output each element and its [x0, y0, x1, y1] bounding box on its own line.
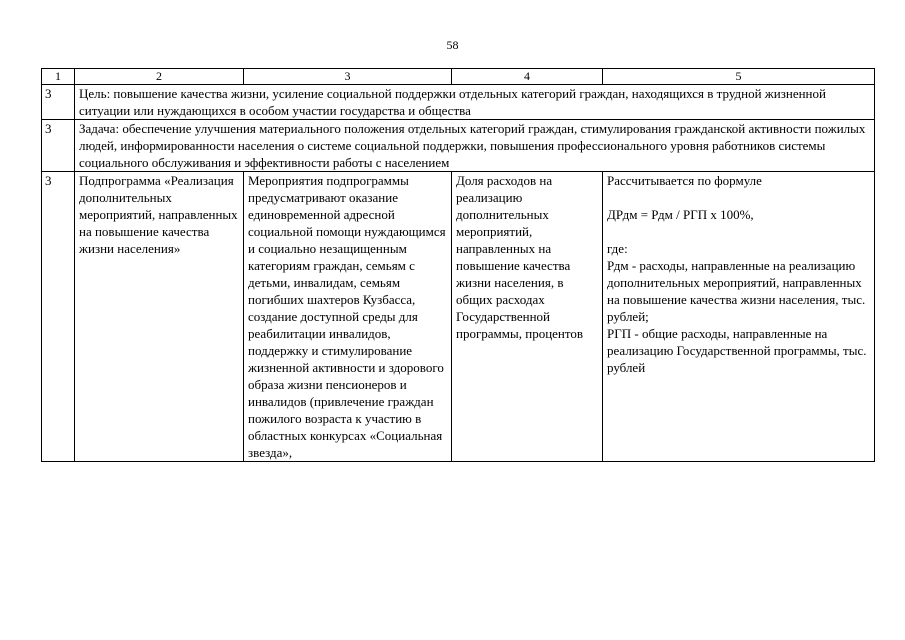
- subprogram-measures: Мероприятия подпрограммы предусматривают оказание единовременной адресной социальной помощи нуждающимся и социально незащищенным категориям граждан, семьям с детьми, инвалидам, семьям погибших шахтеров Кузбасса, создание доступной среды для реабилитации инвалидов, поддержку и стимулирование жизненной активности и здорового образа жизни пенсионеров и инвалидов (привлечение граждан пожилого возраста к участию в областных конкурсах «Социальная звезда»,: [244, 172, 452, 462]
- row-number: 3: [42, 172, 75, 462]
- calculation-method: [603, 172, 875, 462]
- column-header: 4: [452, 69, 603, 85]
- subprogram-row: [42, 172, 875, 462]
- task-row: [42, 120, 875, 172]
- formula-intro: Рассчитывается по формуле: [607, 173, 762, 188]
- row-number: 3: [42, 85, 75, 120]
- row-number: 3: [42, 120, 75, 172]
- task-text: Задача: обеспечение улучшения материального положения отдельных категорий граждан, стимулирования гражданской активности пожилых людей, информированности населения о системе социальной поддержки, повышения профессионального уровня работников системы социального обслуживания и эффективности работы с населением: [75, 120, 875, 172]
- formula-where: где:: [607, 241, 628, 256]
- formula-definition: РГП - общие расходы, направленные на реализацию Государственной программы, тыс. рублей: [607, 326, 867, 375]
- subprogram-name: Подпрограмма «Реализация дополнительных мероприятий, направленных на повышение качества жизни населения»: [75, 172, 244, 462]
- column-header: 2: [75, 69, 244, 85]
- column-header: 5: [603, 69, 875, 85]
- indicator-table: [41, 68, 875, 462]
- column-header: 1: [42, 69, 75, 85]
- table-header-row: [42, 69, 875, 85]
- indicator-name: Доля расходов на реализацию дополнительных мероприятий, направленных на повышение качества жизни населения, в общих расходах Государственной программы, процентов: [452, 172, 603, 462]
- page-number: 58: [446, 38, 459, 52]
- column-header: 3: [244, 69, 452, 85]
- formula-definition: Рдм - расходы, направленные на реализацию дополнительных мероприятий, направленных на повышение качества жизни населения, тыс. рублей;: [607, 258, 866, 324]
- goal-text: Цель: повышение качества жизни, усиление социальной поддержки отдельных категорий граждан, находящихся в трудной жизненной ситуации или нуждающихся в особом участии государства и общества: [75, 85, 875, 120]
- formula: ДРдм = Рдм / РГП х 100%,: [607, 207, 754, 222]
- goal-row: [42, 85, 875, 120]
